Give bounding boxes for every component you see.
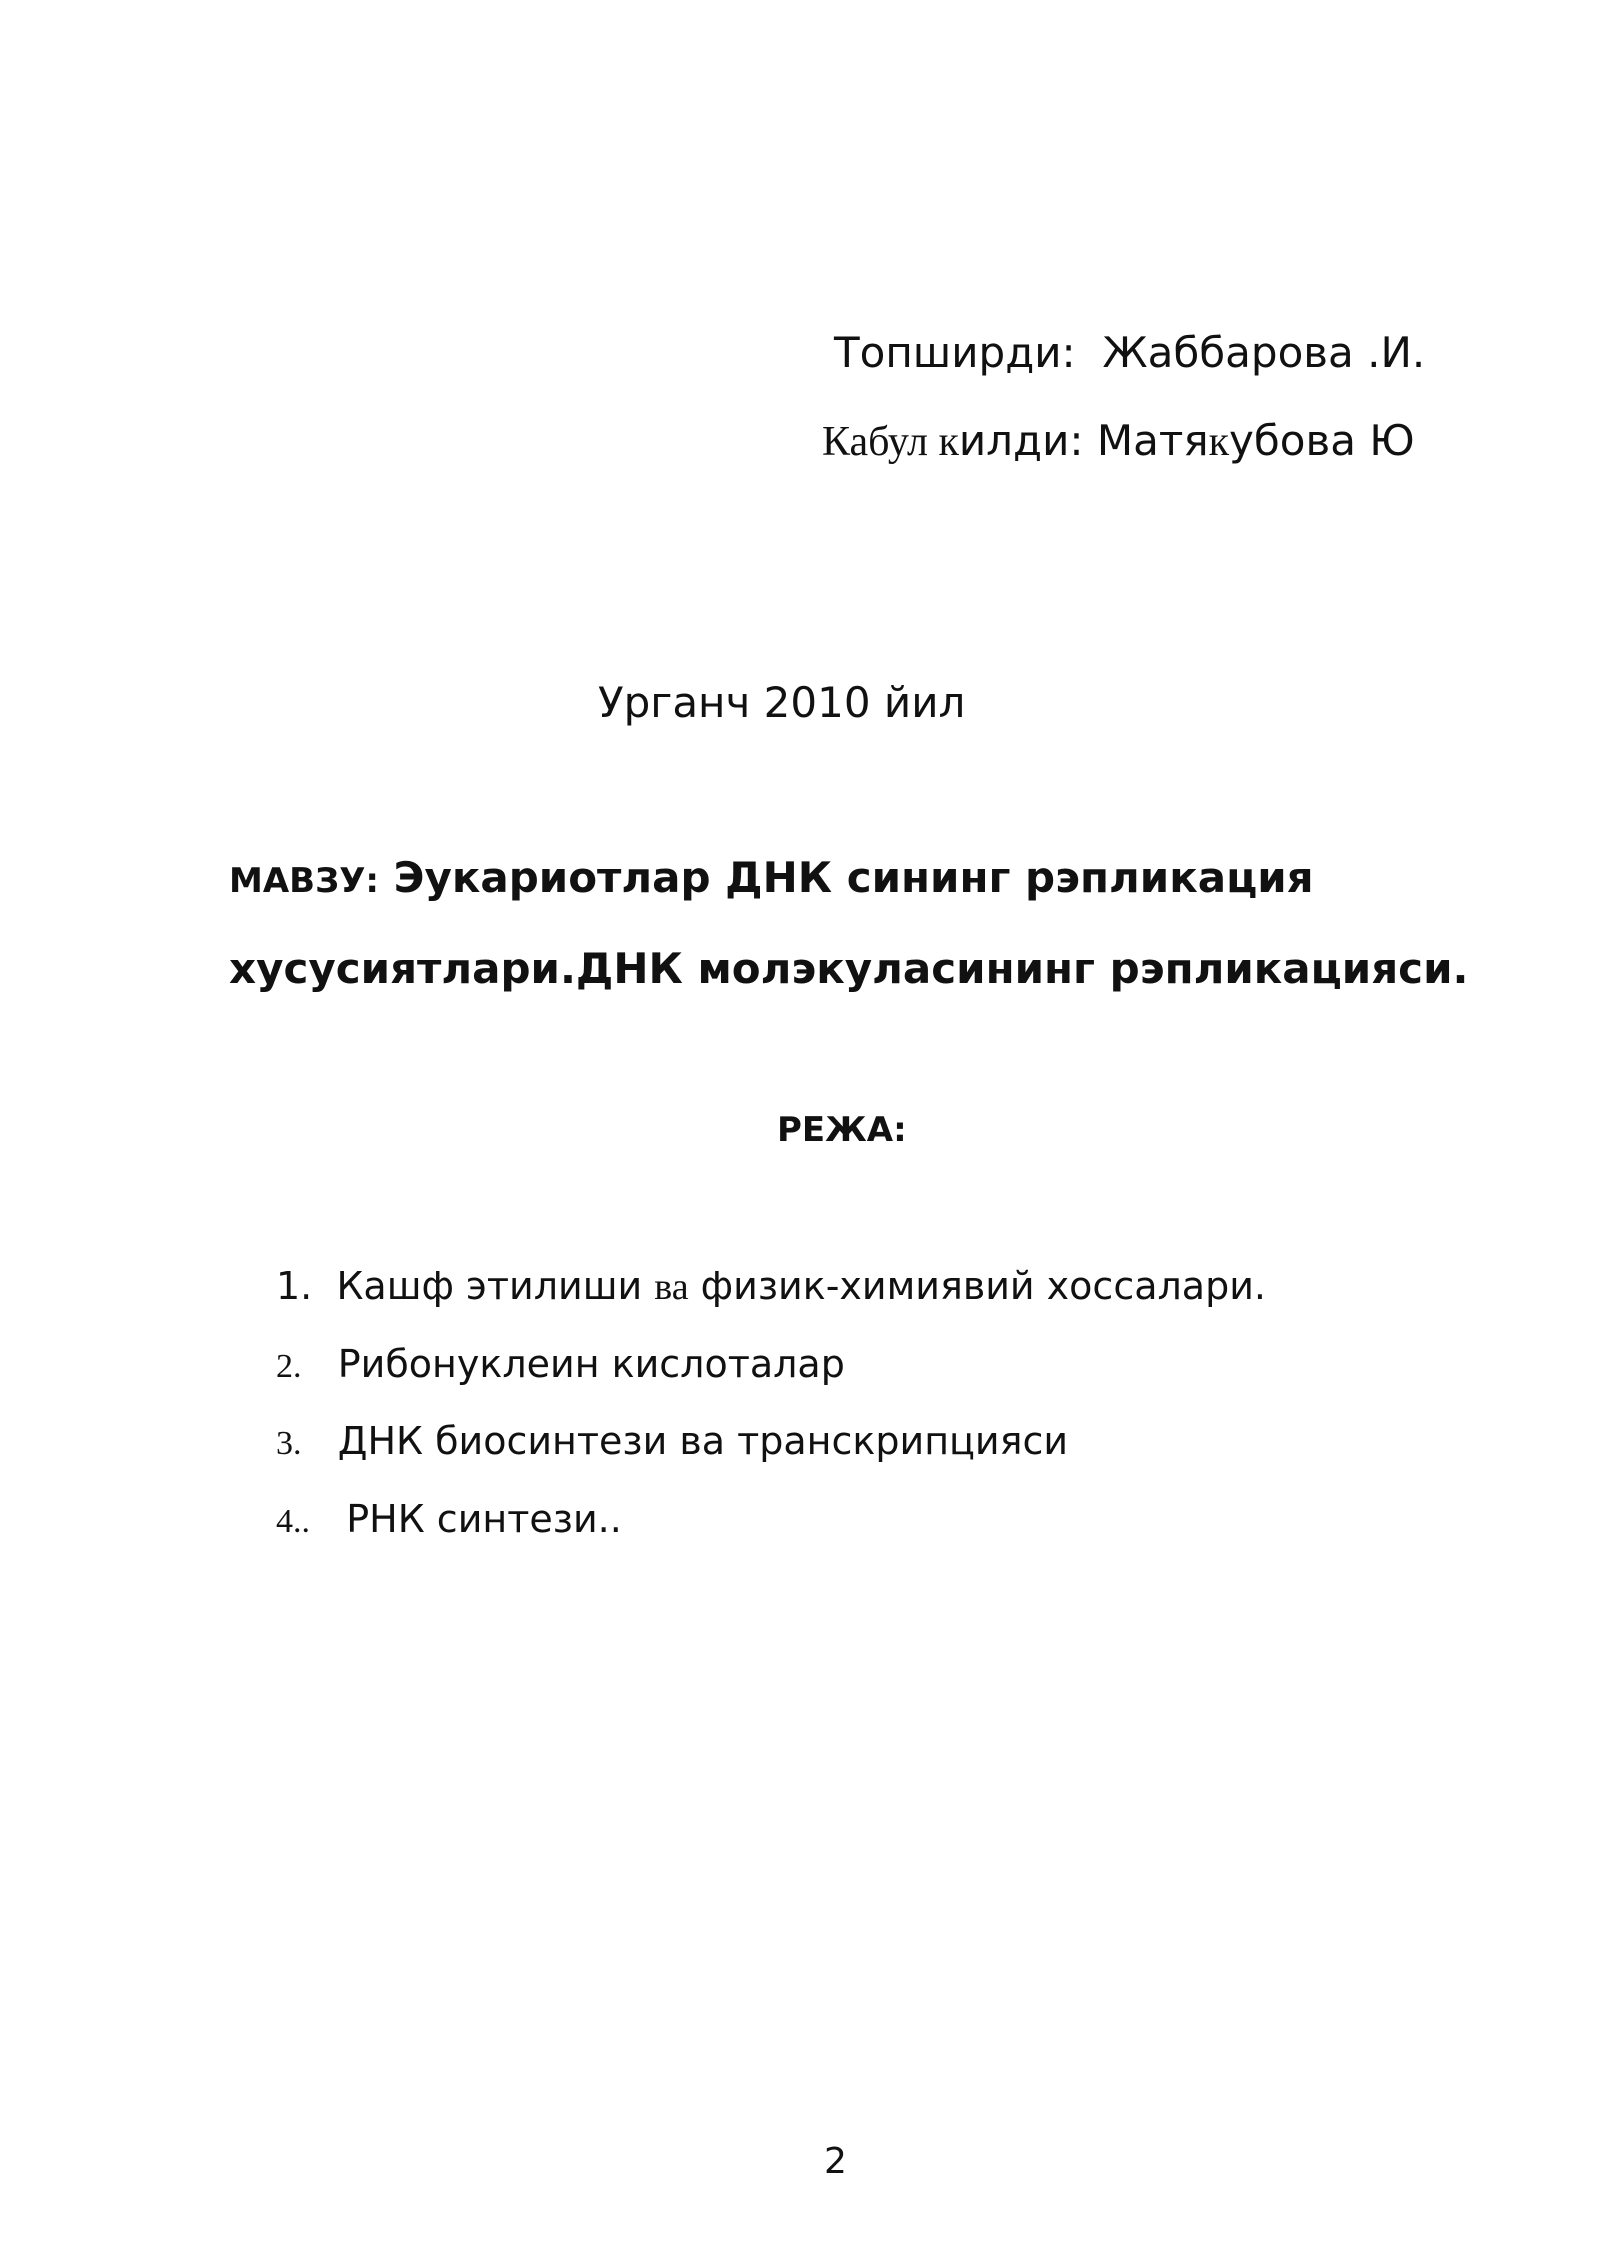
plan-item-number: 2. <box>276 1348 302 1385</box>
topic-title-line-2: хусусиятлари.ДНК молэкуласининг рэпликацияси. <box>229 944 1469 993</box>
accepted-name-start: Матя <box>1096 416 1209 465</box>
page-number: 2 <box>824 2141 847 2182</box>
submitted-name: Жаббарова .И. <box>1102 328 1426 377</box>
accepted-name-end: убова Ю <box>1229 416 1415 465</box>
topic-label: МАВЗУ: <box>229 861 380 901</box>
plan-item-text: Рибонуклеин кислоталар <box>337 1342 845 1386</box>
plan-item-number: 4.. <box>276 1503 310 1540</box>
plan-item-text: ДНК биосинтези ва транскрипцияси <box>337 1419 1069 1463</box>
accepted-label-k: Кабул <box>822 419 939 465</box>
plan-item-number: 1. <box>276 1264 313 1308</box>
plan-item-text-va: ва <box>654 1266 689 1308</box>
plan-item-text: РНК синтези.. <box>346 1497 622 1541</box>
plan-item-text-end: физик-химиявий хоссалари. <box>688 1264 1266 1308</box>
plan-item <box>276 1495 622 1546</box>
submitted-by-line <box>834 327 1425 379</box>
plan-item <box>276 1417 1068 1468</box>
accepted-label-k2: к <box>938 419 959 465</box>
topic-title-line-1: Эукариотлар ДНК сининг рэпликация <box>393 853 1314 902</box>
topic-line-2 <box>229 943 1468 995</box>
city-year: Урганч 2010 йил <box>598 678 966 727</box>
plan-item <box>276 1262 1266 1311</box>
accepted-by-line <box>822 415 1415 468</box>
topic-line-1 <box>229 852 1314 907</box>
plan-item-text: Кашф этилиши <box>336 1264 655 1308</box>
plan-item <box>276 1340 845 1391</box>
accepted-name-k: к <box>1208 419 1230 465</box>
submitted-label: Топширди: <box>834 328 1076 377</box>
plan-heading: РЕЖА: <box>777 1110 907 1150</box>
accepted-label-rest: илди: <box>958 416 1084 465</box>
plan-item-number: 3. <box>276 1425 302 1462</box>
